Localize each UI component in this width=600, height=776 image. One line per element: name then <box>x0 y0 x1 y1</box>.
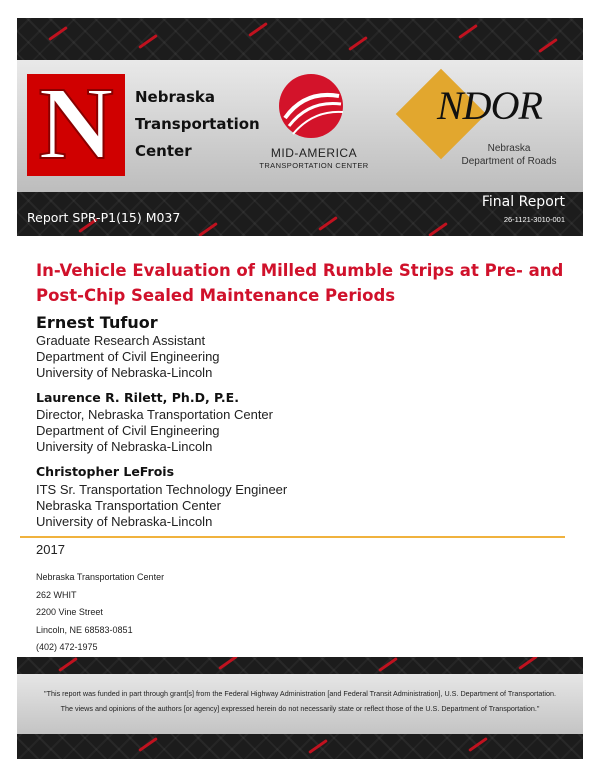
affiliation-line: Department of Civil Engineering <box>36 349 220 364</box>
report-id: Report SPR-P1(15) M037 <box>27 210 181 225</box>
affiliation-line: University of Nebraska-Lincoln <box>36 365 213 380</box>
logo-bar <box>17 60 583 192</box>
address-line: 2200 Vine Street <box>36 607 103 617</box>
address-line: 262 WHIT <box>36 589 77 600</box>
ndor-subtitle-line: Nebraska <box>487 143 531 154</box>
n-logo-letter: N <box>38 66 114 181</box>
ndor-logo: NDOR <box>437 83 542 128</box>
final-report-label: Final Report <box>481 194 565 210</box>
publication-year: 2017 <box>36 542 65 557</box>
address-line: Nebraska Transportation Center <box>36 572 165 582</box>
affiliation-line: Graduate Research Assistant <box>36 333 206 348</box>
affiliation-line: University of Nebraska-Lincoln <box>36 439 213 454</box>
affiliation-line: University of Nebraska-Lincoln <box>36 514 213 529</box>
address-block <box>36 569 164 657</box>
author-affiliation <box>36 482 287 530</box>
author-affiliation <box>36 407 273 455</box>
author-name: Christopher LeFrois <box>36 464 175 479</box>
affiliation-line: Department of Civil Engineering <box>36 423 220 438</box>
disclaimer-line: The views and opinions of the authors [or agency] expressed herein do not necessarily state or reflect those of the U.S. Department of Transportation." <box>60 704 540 713</box>
footer-banner <box>17 657 583 759</box>
ntc-line: Transportation <box>135 115 260 133</box>
ntc-wordmark <box>135 84 260 165</box>
disclaimer-line: "This report was funded in part through grant[s] from the Federal Highway Administration [and Federal Transit Administration], U.S. Department of Transportation. <box>44 689 556 698</box>
ntc-line: Center <box>135 142 192 160</box>
address-line: Lincoln, NE 68583-0851 <box>36 624 133 635</box>
header-banner <box>17 18 583 236</box>
mid-america-title: MID-AMERICA <box>270 146 358 160</box>
title-line: Post-Chip Sealed Maintenance Periods <box>36 286 396 305</box>
affiliation-line: Nebraska Transportation Center <box>36 498 221 513</box>
ntc-line: Nebraska <box>135 88 216 106</box>
divider <box>20 536 565 538</box>
author-name: Laurence R. Rilett, Ph.D, P.E. <box>36 390 239 405</box>
title-line: In-Vehicle Evaluation of Milled Rumble Strips at Pre- and <box>36 261 564 280</box>
nebraska-n-logo <box>27 66 125 181</box>
affiliation-line: ITS Sr. Transportation Technology Engineer <box>36 482 288 497</box>
ndor-subtitle <box>449 142 569 168</box>
report-title <box>36 258 576 308</box>
mid-america-logo-icon <box>279 74 343 138</box>
ndor-subtitle-line: Department of Roads <box>461 156 557 167</box>
author-name: Ernest Tufuor <box>36 313 158 332</box>
mid-america-subtitle: TRANSPORTATION CENTER <box>259 161 369 170</box>
author-affiliation <box>36 333 220 381</box>
address-line: (402) 472-1975 <box>36 642 98 652</box>
disclaimer-panel <box>17 674 583 734</box>
funding-disclaimer <box>27 686 573 716</box>
affiliation-line: Director, Nebraska Transportation Center <box>36 407 273 422</box>
final-report-number: 26-1121-3010-001 <box>503 215 565 224</box>
